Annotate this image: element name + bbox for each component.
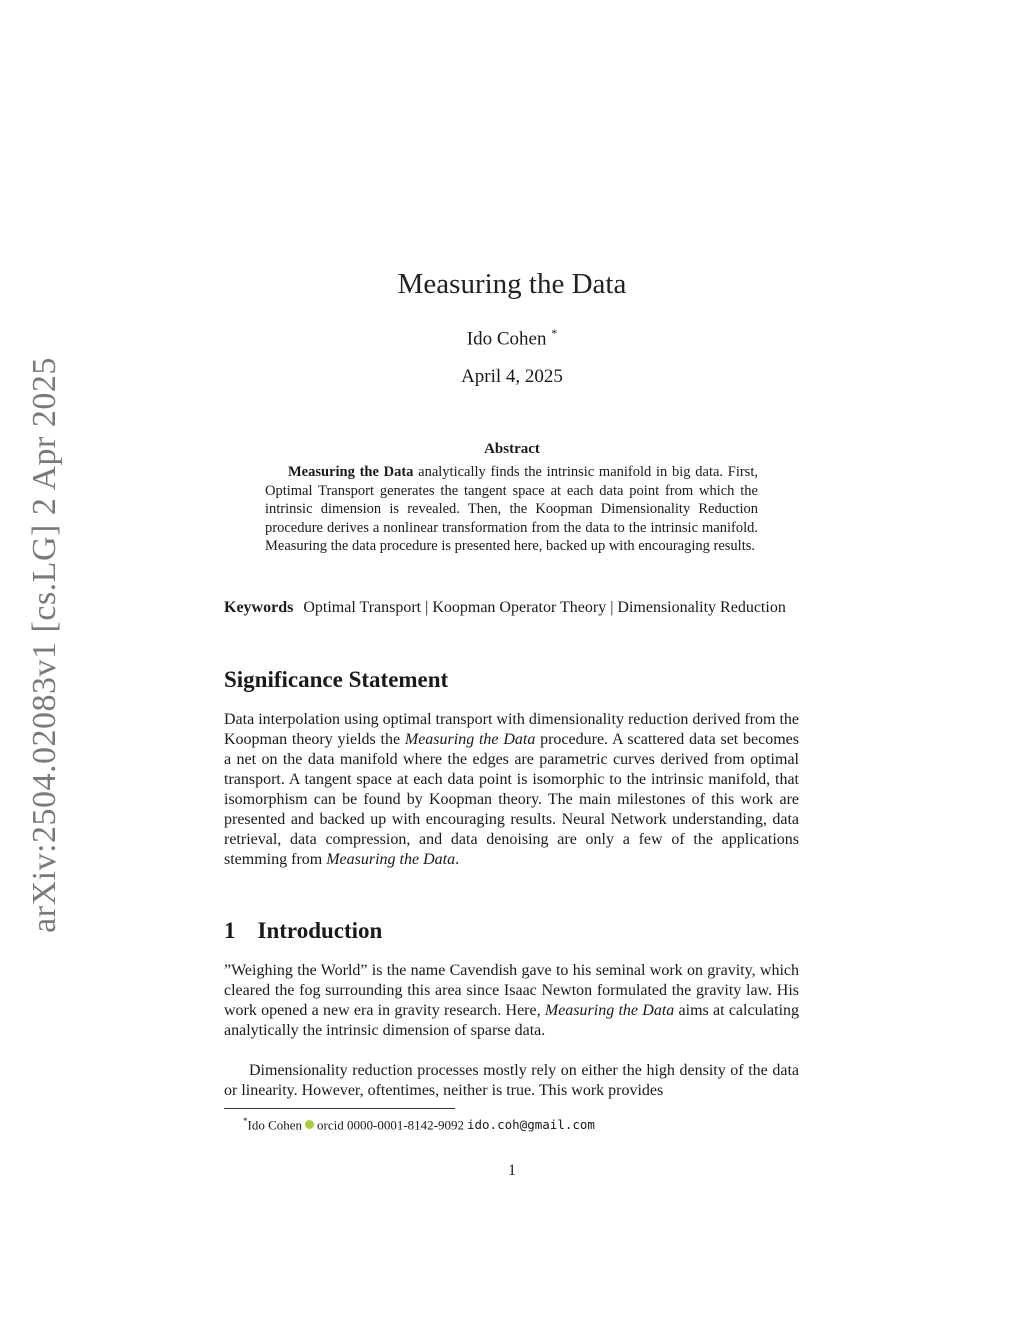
section-title: Introduction xyxy=(257,918,383,943)
footnote-orcid[interactable]: orcid 0000-0001-8142-9092 xyxy=(317,1117,464,1133)
abstract-lead-bold: Measuring the Data xyxy=(288,464,414,480)
introduction-heading xyxy=(224,918,382,944)
significance-body xyxy=(224,710,799,870)
significance-text-1: Data interpolation using optimal transport with dimensionality reduction derived from the Koopman theory yields the xyxy=(224,711,799,748)
significance-emphasis-1: Measuring the Data xyxy=(404,731,536,748)
introduction-paragraph-2: Dimensionality reduction processes mostly rely on either the high density of the data or linearity. However, oftentimes, neither is true. This work provides xyxy=(224,1062,799,1099)
keywords-text: Optimal Transport | Koopman Operator Theory | Dimensionality Reduction xyxy=(303,599,786,616)
author-line xyxy=(0,326,1024,350)
abstract-heading: Abstract xyxy=(484,441,540,457)
orcid-icon[interactable] xyxy=(305,1120,314,1129)
abstract-text: analytically finds the intrinsic manifold in big data. First, Optimal Transport generates the tangent space at each data point from which the intrinsic dimension is revealed. Then, the Koopman Dimensionality Reduction procedure derives a nonlinear transformation from the data to the intrinsic manifold. Measuring the data procedure is presented here, backed up with encouraging results. xyxy=(265,464,758,555)
intro-text-2: aims at calculating analytically the intrinsic dimension of sparse data. xyxy=(224,1002,800,1039)
keywords-label: Keywords xyxy=(224,599,294,616)
introduction-paragraph-1 xyxy=(224,961,799,1041)
arxiv-identifier-stamp: arXiv:2504.02083v1 [cs.LG] 2 Apr 2025 xyxy=(26,357,63,933)
footnote-author: Ido Cohen xyxy=(247,1117,303,1133)
significance-text-3: . xyxy=(455,851,460,868)
footnote xyxy=(243,1113,595,1133)
intro-text-1: ”Weighing the World” is the name Cavendish gave to his seminal work on gravity, which cleared the fog surrounding this area since Isaac Newton formulated the gravity law. His work opened a new era in gravity research. Here, xyxy=(224,962,799,1019)
paper-date: April 4, 2025 xyxy=(461,366,563,387)
keywords xyxy=(224,598,800,618)
page-number: 1 xyxy=(508,1162,516,1179)
footnote-mark: * xyxy=(243,1116,248,1126)
significance-text-2: procedure. A scattered data set becomes a net on the data manifold where the edges are parametric curves derived from optimal transport. A tangent space at each data point is isomorphic to the intrinsic manifold, that isomorphism can be found by Koopman theory. The main milestones of this work are presented and backed up with encouraging results. Neural Network understanding, data retrieval, data compression, and data denoising are only a few of the applications stemming from xyxy=(224,731,799,868)
author-footnote-mark[interactable]: * xyxy=(551,326,558,340)
significance-emphasis-2: Measuring the Data xyxy=(326,851,456,868)
abstract-body xyxy=(265,463,758,556)
section-number: 1 xyxy=(224,918,236,943)
intro-emphasis: Measuring the Data xyxy=(544,1002,675,1019)
footnote-email-link[interactable]: ido.coh@gmail.com xyxy=(466,1117,595,1133)
paper-title: Measuring the Data xyxy=(397,268,627,300)
author-name: Ido Cohen xyxy=(466,328,547,350)
significance-heading: Significance Statement xyxy=(224,667,449,692)
footnote-rule xyxy=(224,1108,455,1109)
